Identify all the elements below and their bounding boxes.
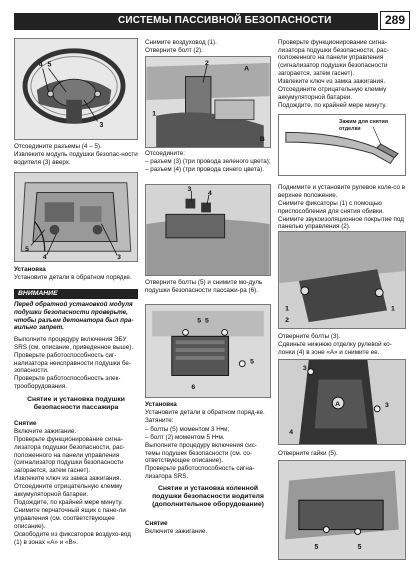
airbag-module-figure — [14, 172, 138, 262]
label-5: 5 — [197, 317, 202, 325]
label-5: 5 — [25, 246, 29, 254]
disconnect-text: Отсоедините разъемы (4 – 5). Извлеките модуль подушки безопас-ности водителя (3) вверх. — [14, 143, 138, 166]
column-trim-figure — [278, 359, 406, 445]
label-1b: 1 — [390, 305, 395, 313]
label-3: 3 — [187, 185, 192, 193]
airbag-module-illustration — [15, 173, 137, 261]
label-2: 2 — [205, 59, 209, 67]
passenger-module-illustration — [146, 305, 270, 397]
nuts-text: Отверните гайки (5). — [278, 450, 338, 457]
removal-heading-2: Снятие — [145, 520, 168, 527]
label-a: A — [244, 65, 250, 73]
label-3: 3 — [117, 254, 121, 261]
label-3b: 3 — [384, 401, 389, 409]
install-heading: Установка — [14, 266, 46, 273]
underdash-illustration — [279, 232, 405, 328]
steering-column-text: Поднимите и установите рулевое коле-со в верхнее положение. Снимите фиксаторы (1) с помощью приспособления для снятия обивки. Снимите звукоизоляционное покрытие под панелью управления (2). — [278, 184, 406, 231]
passenger-airbag-section-heading: Снятие и установка подушки безопасности пассажира — [27, 396, 125, 412]
label-4: 4 — [42, 254, 47, 261]
air-duct-illustration — [146, 57, 270, 147]
connectors-figure — [145, 184, 271, 276]
knee-airbag-section-heading: Снятие и установка коленной подушки безопасности водителя (дополнительное оборудование) — [152, 485, 264, 509]
warning-box — [14, 289, 138, 332]
install-block-2: Установка Установите детали в обратном поряд-ке. Затяните: – болты (5) моментом 3 Н•м; – болт (2) моментом 5 Н•м. Выполните процедуру включения сис-темы подушек безопасности (см. со-ответствующее описание). Проверьте работоспособность сигна-лизатора SRS. — [145, 401, 271, 481]
bolts-text: Отверните болты (5) и снимите мо-дуль подушки безопасности пассажи-ра (6). — [145, 279, 263, 294]
label-5: 5 — [47, 61, 52, 69]
knee-removal-block: Снятие Включите зажигание. — [145, 520, 271, 536]
tool-caption: Зажим для снятия отделки — [339, 119, 388, 132]
label-a: A — [335, 400, 341, 408]
connectors-text: Отсоедините: – разъем (3) (три провода зеленого цвета); – разъем (4) (три провода синего цвета). — [145, 150, 271, 174]
air-duct-text: Снимите воздуховод (1). Отверните болт (2). — [145, 39, 217, 55]
label-3: 3 — [302, 364, 307, 372]
label-1: 1 — [285, 305, 289, 313]
label-5c: 5 — [250, 358, 254, 366]
install-heading-2: Установка — [145, 401, 177, 408]
steering-wheel-figure — [14, 38, 138, 140]
label-4: 4 — [289, 429, 294, 437]
trim-tool-figure — [278, 114, 406, 176]
column-trim-illustration — [279, 360, 405, 444]
label-5: 5 — [314, 544, 319, 552]
removal-heading: Снятие — [14, 420, 37, 427]
passenger-module-figure — [145, 304, 271, 398]
knee-airbag-illustration — [279, 461, 405, 559]
label-4: 4 — [38, 61, 43, 69]
label-6: 6 — [191, 384, 196, 392]
page-title: СИСТЕМЫ ПАССИВНОЙ БЕЗОПАСНОСТИ — [118, 15, 332, 26]
page-header — [0, 0, 420, 30]
label-2: 2 — [285, 317, 289, 325]
label-3: 3 — [99, 122, 104, 130]
label-b: B — [259, 136, 265, 144]
warning-heading: ВНИМАНИЕ — [14, 289, 138, 299]
connectors-illustration — [146, 185, 270, 275]
label-5b: 5 — [205, 317, 209, 325]
srs-check-text: Выполните процедуру включения ЭБУ SRS (см. описание, приведенное выше). Проверьте работоспособность сиг-нализатора неисправности подушки бе-зопасности. Проверьте работоспособность элек-трооборудования. — [14, 336, 134, 391]
label-1: 1 — [152, 110, 157, 118]
passenger-removal-block: Снятие Включите зажигание. Проверьте функционирование сигна-лизатора подушки безопасности, рас-положенного на панели управления (сигнализатор подушки безопасности загорается, затем гаснет). Извлеките ключ из замка зажигания. Отсоедините отрицательную клемму аккумуляторной батареи. Подождите, по крайней мере минуту. Снимите перчаточный ящик с пане-ли управления (см. соответствующее описание). Освободите из фиксаторов воздухо-вод (1) в зонах «А» и «В». — [14, 420, 138, 547]
install-block-1: Установка Установите детали в обратном порядке. — [14, 266, 138, 282]
underdash-figure — [278, 231, 406, 329]
air-duct-figure — [145, 56, 271, 148]
label-4: 4 — [208, 189, 212, 197]
warning-text: Перед обратной установкой модуля подушки безопасности проверьте, чтобы разъем детонатора был пра-вильно запрет. — [14, 301, 134, 332]
page-number: 289 — [380, 11, 410, 30]
knee-airbag-figure — [278, 460, 406, 560]
check-text: Проверьте функционирование сигна-лизатора подушки безопасности, рас-положенного на панели управления (сигнализатор подушки безопасности загорается, затем гаснет). Извлеките ключ из замка зажигания. Отсоедините отрицательную клемму аккумуляторной батареи. Подождите, по крайней мере минуту. — [278, 39, 389, 109]
label-5b: 5 — [357, 544, 362, 552]
column-trim-text: Отверните болты (3). Сдвиньте нижнюю отделку рулевой ко-лонки (4) в зоне «А» и снимите ее. — [278, 333, 392, 356]
steering-wheel-illustration — [15, 39, 137, 139]
